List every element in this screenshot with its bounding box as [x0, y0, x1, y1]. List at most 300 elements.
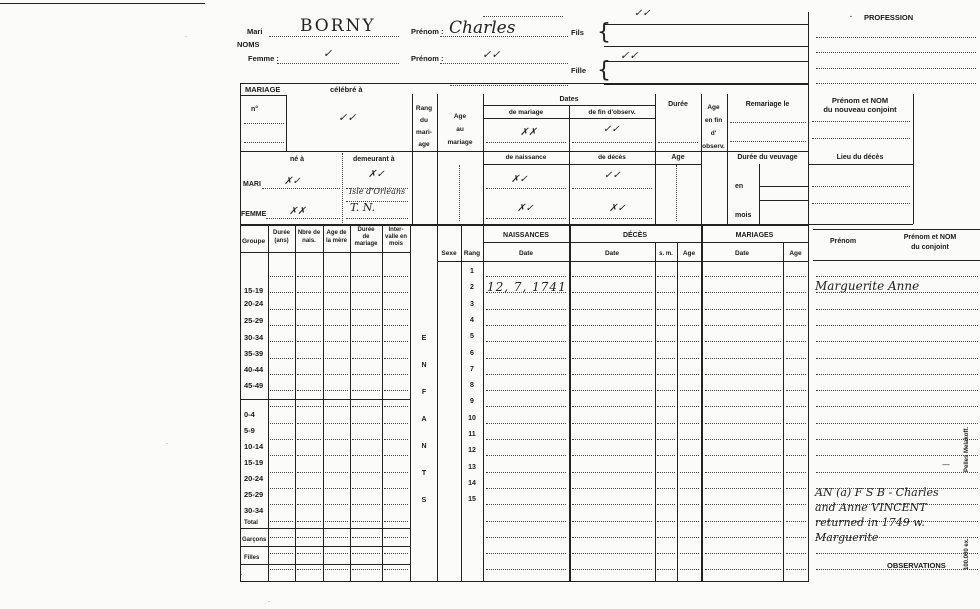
- row-line: [325, 406, 348, 407]
- row-line: [816, 423, 978, 424]
- row-line: [486, 358, 566, 359]
- row-line: [572, 553, 652, 554]
- intervalle-3: mois: [388, 241, 403, 247]
- mariage-date-label: Date: [734, 250, 750, 257]
- mariage-age-label: Age: [789, 250, 802, 257]
- row-line: [325, 423, 348, 424]
- row-line: [786, 309, 806, 310]
- profession-line-1: [816, 37, 976, 38]
- intervalle-col-right: [410, 226, 411, 582]
- row-line: [680, 455, 699, 456]
- row-line: [297, 439, 321, 440]
- stray-mark-3: ·: [268, 599, 270, 605]
- row-line: [352, 504, 380, 505]
- groupe-label: Groupe: [242, 238, 266, 245]
- naissance-row-top: [412, 151, 808, 152]
- row-line: [657, 358, 675, 359]
- age-fin-2: en fin: [704, 117, 723, 124]
- ne-dem-divider: [342, 153, 343, 223]
- row-line: [705, 341, 781, 342]
- row-line: [572, 341, 652, 342]
- row-line: [297, 553, 321, 554]
- row-line: [325, 521, 348, 522]
- row-line: [270, 439, 293, 440]
- row-line: [680, 488, 699, 489]
- duree-veuvage-label: Durée du veuvage: [737, 154, 798, 161]
- observation-line-4[interactable]: Marguerite: [815, 531, 879, 544]
- row-line: [705, 521, 781, 522]
- row-line: [384, 276, 408, 277]
- row-line: [680, 276, 699, 277]
- naissance-marks[interactable]: ✗✓: [511, 174, 528, 185]
- fille-line-1: [604, 61, 808, 62]
- prenom-nom-nouveau-label: [808, 96, 912, 114]
- group-30-34: 30-34: [244, 333, 264, 342]
- fils-brace: {: [597, 20, 611, 45]
- ne-row-top: [240, 151, 412, 152]
- row-line: [384, 358, 408, 359]
- row-line: [297, 537, 321, 538]
- row-line: [384, 325, 408, 326]
- no-line-2: [244, 142, 284, 143]
- row-line: [325, 276, 348, 277]
- remariage-label: Remariage le: [745, 101, 790, 108]
- age-mere-2: la mère: [325, 238, 347, 244]
- row-line: [325, 472, 348, 473]
- row-line: [680, 390, 699, 391]
- mari-name-line: [269, 36, 399, 37]
- row-line: [486, 423, 566, 424]
- intervalle-label: [382, 227, 410, 248]
- filles-line: [240, 564, 410, 565]
- row-line: [705, 439, 781, 440]
- row-line: [486, 569, 566, 570]
- rang-label-2: du: [420, 117, 428, 124]
- mari-prenom-label: Prénom :: [411, 27, 444, 36]
- row-line: [270, 504, 293, 505]
- children-header-bottom: [483, 261, 808, 262]
- row-line: [680, 504, 699, 505]
- nbre-nais-2: nais.: [302, 238, 316, 244]
- rank-number: 12: [468, 447, 476, 455]
- femme-label: Femme :: [248, 54, 279, 63]
- fin-observ-marks[interactable]: ✓✓: [603, 124, 620, 135]
- sexe-col-right: [461, 226, 462, 582]
- age-label-3: mariage: [447, 139, 473, 146]
- side-printer: Pelles Melakoff.: [964, 426, 970, 472]
- row-line: [786, 423, 806, 424]
- row-line: [680, 569, 699, 570]
- row-line: [486, 472, 566, 473]
- row-line: [270, 455, 293, 456]
- row-line: [680, 537, 699, 538]
- rang-label-4: age: [418, 141, 430, 148]
- row-line: [705, 553, 781, 554]
- row-line: [352, 439, 380, 440]
- group-15-19-lower: 15-19: [244, 458, 264, 467]
- age-label-2: au: [456, 126, 464, 133]
- nouveau-conjoint-right: [913, 94, 914, 224]
- mariage-age-left: [783, 242, 784, 582]
- row-line: [325, 341, 348, 342]
- age-right-dotted: [676, 165, 677, 221]
- top-dotted-line: [483, 16, 563, 17]
- rank-number: 7: [470, 365, 474, 373]
- femme-dem[interactable]: T. N.: [350, 201, 376, 214]
- child-1-birth-date[interactable]: 12, 7, 1741: [487, 280, 567, 294]
- row-line: [680, 439, 699, 440]
- row-line: [297, 309, 321, 310]
- mari-name[interactable]: BORNY: [300, 16, 376, 36]
- form-left-border: [240, 83, 241, 582]
- row-line: [384, 309, 408, 310]
- row-line: [325, 309, 348, 310]
- row-line: [705, 569, 781, 570]
- celebre-label: célébré à: [330, 85, 363, 94]
- row-line: [572, 358, 652, 359]
- row-line: [270, 309, 293, 310]
- rank-number: 8: [470, 382, 474, 390]
- row-line: [572, 374, 652, 375]
- intervalle-1: Inter-: [388, 227, 404, 233]
- stray-mark-2: ·: [166, 441, 168, 447]
- deces-marks[interactable]: ✓✓: [604, 170, 621, 181]
- row-line: [816, 325, 978, 326]
- row-line: [325, 504, 348, 505]
- de-deces-label: de décès: [598, 154, 626, 161]
- row-line: [657, 488, 675, 489]
- row-line: [657, 325, 675, 326]
- row-line: [486, 276, 566, 277]
- fille-label: Fille: [571, 66, 587, 75]
- row-line: [352, 488, 380, 489]
- row-line: [657, 472, 675, 473]
- row-line: [325, 374, 348, 375]
- observation-line-1[interactable]: AN (a) F S B - Charles: [815, 486, 939, 499]
- duree-mariage-3: mariage: [354, 241, 378, 247]
- row-line: [657, 276, 675, 277]
- row-line: [384, 455, 408, 456]
- row-line: [270, 488, 293, 489]
- row-line: [297, 276, 321, 277]
- femme-name-mark[interactable]: ✓: [323, 47, 333, 60]
- side-count: 100.000 ex.: [964, 538, 970, 570]
- row-line: [352, 553, 380, 554]
- row-line: [680, 374, 699, 375]
- noms-label: NOMS: [237, 40, 260, 49]
- group-45-49: 45-49: [244, 381, 264, 390]
- observation-line-3[interactable]: returned in 1749 w.: [815, 516, 925, 529]
- row-line: [325, 455, 348, 456]
- row-line: [680, 521, 699, 522]
- row-line: [786, 439, 806, 440]
- prenom-lower-dotted: [450, 85, 568, 86]
- rank-number: 1: [470, 268, 474, 275]
- row-line: [325, 488, 348, 489]
- row-line: [572, 472, 652, 473]
- row-line: [297, 504, 321, 505]
- row-line: [270, 341, 293, 342]
- group-25-29-lower: 25-29: [244, 490, 264, 499]
- row-line: [352, 521, 380, 522]
- top-edge-rule: [0, 3, 205, 4]
- row-line: [786, 569, 806, 570]
- deces-sm-left: [655, 242, 656, 582]
- row-line: [786, 374, 806, 375]
- naissances-underline: [483, 242, 569, 243]
- row-line: [657, 569, 675, 570]
- garcons-line: [240, 546, 410, 547]
- rank-number: 10: [468, 414, 476, 422]
- naissance-femme-marks[interactable]: ✗✓: [517, 203, 534, 214]
- group-40-44: 40-44: [244, 365, 264, 374]
- prenom-header-top: [813, 229, 980, 230]
- row-line: [816, 553, 978, 554]
- row-line: [657, 309, 675, 310]
- mariage-marks[interactable]: ✗✗: [520, 127, 537, 138]
- row-line: [786, 390, 806, 391]
- prenom-nom-conjoint-2: du conjoint: [911, 244, 949, 251]
- de-naissance-label: de naissance: [505, 154, 547, 161]
- mari-row-label: MARI: [243, 181, 261, 188]
- row-line: [680, 292, 699, 293]
- de-fin-label: de fin d'observ.: [588, 109, 636, 116]
- celebre-marks[interactable]: ✓✓: [338, 111, 357, 124]
- rank-number: 13: [468, 463, 476, 471]
- rank-number: 15: [468, 496, 476, 504]
- row-line: [486, 439, 566, 440]
- duree-ans-1: Durée: [272, 230, 290, 236]
- rank-number: 5: [470, 333, 474, 341]
- row-line: [270, 553, 293, 554]
- deces-underline: [569, 242, 701, 243]
- row-line: [816, 374, 978, 375]
- row-line: [486, 553, 566, 554]
- row-line: [816, 341, 978, 342]
- observation-line-2[interactable]: and Anne VINCENT: [815, 501, 927, 514]
- row-line: [705, 488, 781, 489]
- row-line: [680, 325, 699, 326]
- row-line: [384, 423, 408, 424]
- mari-label: Mari: [247, 27, 263, 36]
- femme-name-line: [277, 63, 399, 64]
- row-line: [572, 521, 652, 522]
- femme-prenom-mark[interactable]: ✓✓: [482, 48, 501, 61]
- row-line: [680, 423, 699, 424]
- row-line: [486, 325, 566, 326]
- filles-label: Filles: [244, 555, 260, 561]
- age-mere-label: [323, 229, 350, 245]
- row-line: [816, 472, 978, 473]
- deces-femme-marks[interactable]: ✗✓: [609, 203, 626, 214]
- row-line: [352, 325, 380, 326]
- row-line: [297, 325, 321, 326]
- row-line: [297, 521, 321, 522]
- row-line: [572, 309, 652, 310]
- profession-line-4: [816, 83, 976, 84]
- lieu-deces-underline: [808, 164, 913, 165]
- row-line: [270, 406, 293, 407]
- group-20-24: 20-24: [244, 299, 264, 308]
- row-line: [270, 390, 293, 391]
- mari-place[interactable]: Isle d'Orléans: [349, 187, 406, 196]
- en-label: en: [735, 183, 744, 190]
- mari-dem-marks[interactable]: ✗✓: [368, 169, 385, 180]
- naissances-col-right: [569, 226, 571, 582]
- row-line: [705, 423, 781, 424]
- duree-ans-2: (ans): [274, 238, 289, 244]
- rank-number: 4: [470, 316, 474, 324]
- mari-ne-line: [262, 188, 340, 189]
- row-line: [705, 455, 781, 456]
- row-line: [384, 341, 408, 342]
- femme-prenom-line: [440, 63, 568, 64]
- row-line: [816, 309, 978, 310]
- total-line: [240, 528, 410, 529]
- row-line: [297, 292, 321, 293]
- group-15-19: 15-19: [244, 286, 264, 295]
- row-line: [384, 569, 408, 570]
- no-line-1: [244, 123, 284, 124]
- row-line: [325, 537, 348, 538]
- age-fin-4: observ.: [702, 143, 725, 150]
- row-line: [657, 341, 675, 342]
- prenom-header-bottom: [813, 260, 980, 261]
- row-line: [352, 569, 380, 570]
- row-line: [384, 521, 408, 522]
- row-line: [384, 472, 408, 473]
- child-1-prenom[interactable]: Marguerite Anne: [815, 279, 920, 293]
- row-line: [572, 390, 652, 391]
- mariage-date-line: [486, 142, 566, 143]
- row-line: [325, 390, 348, 391]
- veuvage-line-2: [759, 200, 808, 201]
- age-label-1: Age: [453, 113, 467, 120]
- row-line: [657, 439, 675, 440]
- row-line: [270, 472, 293, 473]
- row-line: [352, 423, 380, 424]
- row-line: [486, 406, 566, 407]
- lieu-deces-line-1: [812, 186, 910, 187]
- fille-line-2: [604, 84, 808, 85]
- age-fin-3: d': [710, 130, 717, 137]
- row-line: [680, 341, 699, 342]
- mariages-col-left: [701, 226, 703, 582]
- sm-label: s. m.: [659, 251, 673, 257]
- row-line: [786, 504, 806, 505]
- row-line: [297, 423, 321, 424]
- fils-line-1: [604, 24, 808, 25]
- duree-label: Durée: [668, 101, 688, 108]
- age-dotted-divider: [459, 165, 460, 221]
- row-line: [680, 406, 699, 407]
- row-line: [680, 309, 699, 310]
- row-line: [384, 553, 408, 554]
- sexe-rang-underline: [437, 261, 483, 262]
- rank-number: 9: [470, 398, 474, 406]
- garcons-label: Garçons: [242, 537, 267, 543]
- duree-mariage-1: Durée: [357, 227, 375, 233]
- prenom-nom-label-2: du nouveau conjoint: [823, 105, 897, 114]
- row-line: [384, 390, 408, 391]
- prenom-nom-conjoint-label: [880, 233, 980, 253]
- ne-a-label: né à: [290, 156, 305, 163]
- row-line: [486, 341, 566, 342]
- dates-subheader-line: [483, 118, 655, 119]
- prenom-nom-conjoint-1: Prénom et NOM: [903, 234, 957, 241]
- duree-ans-label: [268, 229, 295, 245]
- femme-ne-marks[interactable]: ✗✗: [289, 206, 306, 217]
- row-line: [297, 374, 321, 375]
- duree-mariage-2: de: [362, 234, 370, 240]
- row-line: [297, 341, 321, 342]
- rank-number: 11: [468, 431, 476, 438]
- row-line: [786, 292, 806, 293]
- duree-mariage-label: [350, 227, 382, 248]
- group-20-24-lower: 20-24: [244, 474, 264, 483]
- row-line: [786, 472, 806, 473]
- row-line: [384, 504, 408, 505]
- row-line: [705, 292, 781, 293]
- row-line: [572, 455, 652, 456]
- row-line: [572, 276, 652, 277]
- profession-line-2: [816, 52, 976, 53]
- deces-line-femme: [572, 218, 652, 219]
- row-line: [786, 276, 806, 277]
- groups-separator: [240, 399, 410, 400]
- row-line: [572, 439, 652, 440]
- row-line: [657, 374, 675, 375]
- top-marks[interactable]: ✓✓: [634, 8, 651, 19]
- row-line: [572, 504, 652, 505]
- deces-age-left: [677, 242, 678, 582]
- row-line: [297, 569, 321, 570]
- row-line: [705, 276, 781, 277]
- femme-prenom-label: Prénom :: [411, 54, 444, 63]
- mari-ne-marks[interactable]: ✗✓: [284, 176, 301, 187]
- no-label: n°: [251, 106, 259, 113]
- row-line: [325, 292, 348, 293]
- row-line: [270, 292, 293, 293]
- rank-number: 14: [468, 479, 476, 487]
- mari-prenom[interactable]: Charles: [449, 18, 516, 38]
- enfants-vertical: E N F A N T S: [421, 335, 427, 504]
- group-35-39: 35-39: [244, 349, 264, 358]
- row-line: [705, 374, 781, 375]
- row-line: [486, 504, 566, 505]
- nouveau-conjoint-line-2: [812, 138, 910, 139]
- age-mariage-label: [437, 110, 483, 149]
- row-line: [352, 358, 380, 359]
- row-line: [657, 390, 675, 391]
- fille-marks[interactable]: ✓✓: [620, 49, 639, 62]
- row-line: [786, 553, 806, 554]
- total-label: Total: [244, 520, 258, 526]
- row-line: [297, 472, 321, 473]
- row-line: [816, 406, 978, 407]
- row-line: [486, 455, 566, 456]
- age-fin-1: Age: [707, 104, 720, 111]
- row-line: [786, 537, 806, 538]
- row-line: [786, 521, 806, 522]
- rang-col-label: Rang: [463, 250, 481, 257]
- naissance-line-mari: [486, 188, 566, 189]
- row-line: [270, 276, 293, 277]
- row-line: [816, 390, 978, 391]
- row-line: [270, 537, 293, 538]
- row-line: [786, 455, 806, 456]
- row-line: [352, 406, 380, 407]
